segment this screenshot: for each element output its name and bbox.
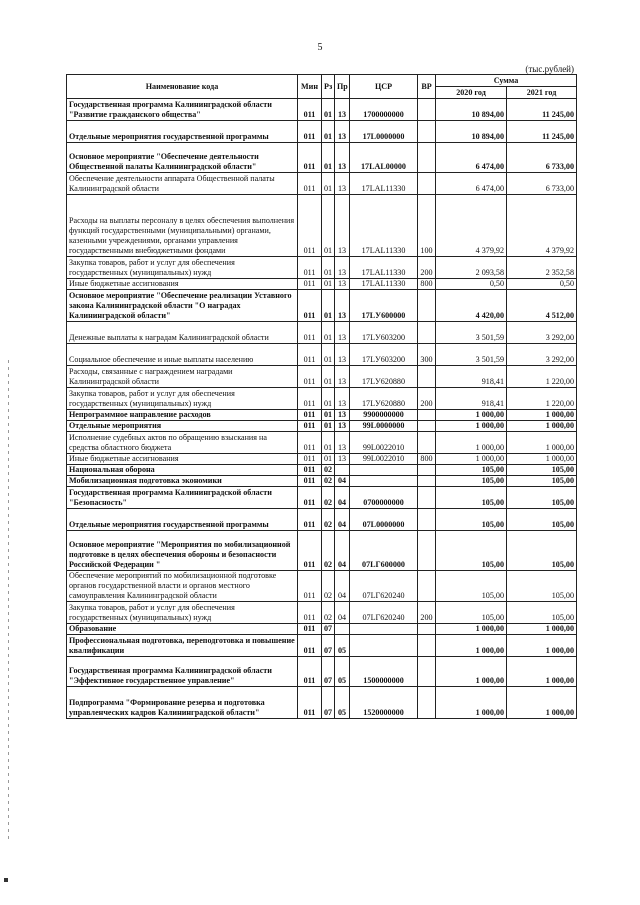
cell-rz: 01 xyxy=(322,143,335,173)
cell-csr: 99L0022010 xyxy=(350,432,418,454)
cell-pr: 04 xyxy=(335,531,350,571)
cell-min: 011 xyxy=(298,195,322,257)
cell-csr: 17L0000000 xyxy=(350,121,418,143)
cell-min: 011 xyxy=(298,531,322,571)
budget-table xyxy=(66,74,577,719)
cell-pr: 13 xyxy=(335,99,350,121)
cell-pr: 13 xyxy=(335,143,350,173)
table-row xyxy=(67,421,577,432)
cell-2021: 1 220,00 xyxy=(507,388,577,410)
cell-2020: 10 894,00 xyxy=(436,121,507,143)
cell-2020: 105,00 xyxy=(436,487,507,509)
cell-2021: 105,00 xyxy=(507,602,577,624)
header-pr: Пр xyxy=(335,75,350,99)
table-row xyxy=(67,143,577,173)
table-row xyxy=(67,344,577,366)
cell-name: Иные бюджетные ассигнования xyxy=(67,454,298,465)
cell-min: 011 xyxy=(298,290,322,322)
cell-pr: 13 xyxy=(335,432,350,454)
table-row xyxy=(67,531,577,571)
table-row xyxy=(67,602,577,624)
cell-pr: 13 xyxy=(335,279,350,290)
cell-min: 011 xyxy=(298,509,322,531)
cell-csr: 1700000000 xyxy=(350,99,418,121)
cell-csr: 99L0000000 xyxy=(350,421,418,432)
cell-min: 011 xyxy=(298,602,322,624)
cell-min: 011 xyxy=(298,121,322,143)
cell-vr xyxy=(418,421,436,432)
cell-2020: 1 000,00 xyxy=(436,410,507,421)
cell-name: Закупка товаров, работ и услуг для обеспечения государственных (муниципальных) нужд xyxy=(67,602,298,624)
cell-csr: 07LГ600000 xyxy=(350,531,418,571)
cell-2021: 1 000,00 xyxy=(507,432,577,454)
cell-pr xyxy=(335,465,350,476)
cell-csr: 9900000000 xyxy=(350,410,418,421)
cell-csr: 17LУ600000 xyxy=(350,290,418,322)
cell-2020: 1 000,00 xyxy=(436,657,507,687)
cell-name: Национальная оборона xyxy=(67,465,298,476)
cell-2021: 3 292,00 xyxy=(507,344,577,366)
cell-name: Непрограммное направление расходов xyxy=(67,410,298,421)
cell-2020: 6 474,00 xyxy=(436,173,507,195)
cell-2021: 1 000,00 xyxy=(507,410,577,421)
cell-rz: 01 xyxy=(322,290,335,322)
table-row xyxy=(67,195,577,257)
cell-csr xyxy=(350,465,418,476)
cell-2021: 1 000,00 xyxy=(507,624,577,635)
cell-rz: 07 xyxy=(322,624,335,635)
cell-2021: 6 733,00 xyxy=(507,143,577,173)
cell-min: 011 xyxy=(298,432,322,454)
cell-csr: 07L0000000 xyxy=(350,509,418,531)
cell-pr: 13 xyxy=(335,195,350,257)
scan-dot xyxy=(4,878,8,882)
table-row xyxy=(67,454,577,465)
cell-pr: 13 xyxy=(335,421,350,432)
cell-rz: 01 xyxy=(322,173,335,195)
table-body xyxy=(67,99,577,719)
cell-rz: 01 xyxy=(322,121,335,143)
cell-pr: 13 xyxy=(335,290,350,322)
cell-pr: 13 xyxy=(335,366,350,388)
cell-2020: 3 501,59 xyxy=(436,322,507,344)
cell-csr xyxy=(350,635,418,657)
cell-2020: 1 000,00 xyxy=(436,687,507,719)
cell-csr: 17LУ620880 xyxy=(350,366,418,388)
cell-2020: 918,41 xyxy=(436,388,507,410)
page-number: 5 xyxy=(317,42,323,53)
cell-vr xyxy=(418,290,436,322)
cell-name: Иные бюджетные ассигнования xyxy=(67,279,298,290)
cell-min: 011 xyxy=(298,279,322,290)
cell-min: 011 xyxy=(298,366,322,388)
cell-min: 011 xyxy=(298,421,322,432)
cell-min: 011 xyxy=(298,657,322,687)
table-row xyxy=(67,410,577,421)
cell-pr: 13 xyxy=(335,388,350,410)
cell-min: 011 xyxy=(298,624,322,635)
cell-vr xyxy=(418,487,436,509)
cell-pr: 13 xyxy=(335,173,350,195)
cell-pr: 13 xyxy=(335,121,350,143)
cell-min: 011 xyxy=(298,476,322,487)
cell-name: Основное мероприятие "Мероприятия по мобилизационной подготовке в целях обеспечения обороны и безопасности Российской Федерации " xyxy=(67,531,298,571)
cell-2020: 105,00 xyxy=(436,465,507,476)
cell-2020: 4 379,92 xyxy=(436,195,507,257)
cell-rz: 07 xyxy=(322,635,335,657)
cell-pr: 04 xyxy=(335,476,350,487)
cell-min: 011 xyxy=(298,687,322,719)
cell-pr: 05 xyxy=(335,635,350,657)
cell-rz: 02 xyxy=(322,465,335,476)
cell-name: Отдельные мероприятия xyxy=(67,421,298,432)
scan-edge-mark xyxy=(8,360,9,840)
cell-rz: 01 xyxy=(322,421,335,432)
cell-2020: 1 000,00 xyxy=(436,624,507,635)
cell-vr: 800 xyxy=(418,279,436,290)
cell-csr: 1520000000 xyxy=(350,687,418,719)
cell-2021: 105,00 xyxy=(507,487,577,509)
cell-rz: 02 xyxy=(322,509,335,531)
cell-2021: 105,00 xyxy=(507,509,577,531)
cell-pr: 05 xyxy=(335,657,350,687)
cell-csr: 17LУ603200 xyxy=(350,322,418,344)
cell-csr: 17LAL11330 xyxy=(350,257,418,279)
cell-min: 011 xyxy=(298,388,322,410)
units-label: (тыс.рублей) xyxy=(525,64,574,74)
cell-rz: 02 xyxy=(322,531,335,571)
table-row xyxy=(67,366,577,388)
header-2020: 2020 год xyxy=(436,87,507,99)
cell-2020: 918,41 xyxy=(436,366,507,388)
cell-rz: 02 xyxy=(322,602,335,624)
cell-2021: 1 000,00 xyxy=(507,657,577,687)
cell-csr xyxy=(350,624,418,635)
cell-csr: 07LГ620240 xyxy=(350,602,418,624)
cell-min: 011 xyxy=(298,571,322,602)
cell-vr xyxy=(418,432,436,454)
cell-vr: 200 xyxy=(418,388,436,410)
cell-csr: 17LAL11330 xyxy=(350,173,418,195)
cell-csr: 17LAL11330 xyxy=(350,195,418,257)
cell-pr: 13 xyxy=(335,322,350,344)
cell-name: Исполнение судебных актов по обращению взыскания на средства областного бюджета xyxy=(67,432,298,454)
cell-rz: 01 xyxy=(322,257,335,279)
cell-pr: 13 xyxy=(335,257,350,279)
cell-csr: 07LГ620240 xyxy=(350,571,418,602)
cell-2020: 105,00 xyxy=(436,531,507,571)
cell-vr xyxy=(418,476,436,487)
cell-2020: 1 000,00 xyxy=(436,635,507,657)
cell-min: 011 xyxy=(298,410,322,421)
cell-name: Основное мероприятие "Обеспечение деятельности Общественной палаты Калининградской области" xyxy=(67,143,298,173)
cell-rz: 01 xyxy=(322,454,335,465)
cell-min: 011 xyxy=(298,322,322,344)
cell-2021: 11 245,00 xyxy=(507,121,577,143)
cell-rz: 01 xyxy=(322,195,335,257)
table-row xyxy=(67,687,577,719)
cell-vr: 200 xyxy=(418,602,436,624)
cell-2021: 3 292,00 xyxy=(507,322,577,344)
cell-rz: 02 xyxy=(322,571,335,602)
cell-2020: 0,50 xyxy=(436,279,507,290)
cell-vr xyxy=(418,410,436,421)
cell-2020: 1 000,00 xyxy=(436,421,507,432)
cell-pr xyxy=(335,624,350,635)
cell-name: Социальное обеспечение и иные выплаты населению xyxy=(67,344,298,366)
cell-name: Государственная программа Калининградской области "Безопасность" xyxy=(67,487,298,509)
cell-vr xyxy=(418,635,436,657)
cell-2020: 105,00 xyxy=(436,509,507,531)
cell-vr: 100 xyxy=(418,195,436,257)
table-row xyxy=(67,257,577,279)
cell-rz: 07 xyxy=(322,657,335,687)
cell-vr xyxy=(418,571,436,602)
cell-name: Отдельные мероприятия государственной программы xyxy=(67,121,298,143)
cell-2021: 6 733,00 xyxy=(507,173,577,195)
cell-2020: 3 501,59 xyxy=(436,344,507,366)
header-min: Мин xyxy=(298,75,322,99)
cell-min: 011 xyxy=(298,99,322,121)
table-row xyxy=(67,476,577,487)
header-csr: ЦСР xyxy=(350,75,418,99)
cell-pr: 04 xyxy=(335,602,350,624)
cell-vr xyxy=(418,322,436,344)
table-row xyxy=(67,290,577,322)
cell-2021: 1 000,00 xyxy=(507,454,577,465)
cell-rz: 01 xyxy=(322,344,335,366)
cell-name: Основное мероприятие "Обеспечение реализации Уставного закона Калининградской области "О наградах Калининградской области" xyxy=(67,290,298,322)
cell-csr: 99L0022010 xyxy=(350,454,418,465)
cell-vr xyxy=(418,465,436,476)
cell-2020: 1 000,00 xyxy=(436,432,507,454)
table-header xyxy=(67,75,577,99)
cell-vr xyxy=(418,657,436,687)
cell-2021: 11 245,00 xyxy=(507,99,577,121)
table-row xyxy=(67,432,577,454)
cell-name: Закупка товаров, работ и услуг для обеспечения государственных (муниципальных) нужд xyxy=(67,388,298,410)
table-row xyxy=(67,487,577,509)
cell-2021: 4 512,00 xyxy=(507,290,577,322)
cell-rz: 07 xyxy=(322,687,335,719)
table-row xyxy=(67,657,577,687)
cell-rz: 01 xyxy=(322,322,335,344)
header-vr: ВР xyxy=(418,75,436,99)
cell-2020: 10 894,00 xyxy=(436,99,507,121)
cell-2020: 105,00 xyxy=(436,602,507,624)
cell-2021: 2 352,58 xyxy=(507,257,577,279)
cell-csr: 17LУ603200 xyxy=(350,344,418,366)
cell-2020: 4 420,00 xyxy=(436,290,507,322)
cell-2021: 4 379,92 xyxy=(507,195,577,257)
cell-name: Обеспечение деятельности аппарата Общественной палаты Калининградской области xyxy=(67,173,298,195)
table-row xyxy=(67,624,577,635)
cell-2020: 105,00 xyxy=(436,476,507,487)
cell-rz: 01 xyxy=(322,388,335,410)
cell-min: 011 xyxy=(298,143,322,173)
table-row xyxy=(67,99,577,121)
cell-vr xyxy=(418,143,436,173)
cell-2020: 1 000,00 xyxy=(436,454,507,465)
table-row xyxy=(67,322,577,344)
cell-name: Расходы на выплаты персоналу в целях обеспечения выполнения функций государственными (муниципальными) органами, казенными учреждениями, органами управления государственными внебюджетными фондами xyxy=(67,195,298,257)
cell-name: Обеспечение мероприятий по мобилизационной подготовке органов государственной власти и органов местного самоуправления Калининградской области xyxy=(67,571,298,602)
cell-2021: 105,00 xyxy=(507,465,577,476)
header-name: Наименование кода xyxy=(67,75,298,99)
cell-pr: 13 xyxy=(335,410,350,421)
table-row xyxy=(67,173,577,195)
cell-csr: 17LAL11330 xyxy=(350,279,418,290)
cell-rz: 01 xyxy=(322,366,335,388)
table-row xyxy=(67,635,577,657)
cell-min: 011 xyxy=(298,257,322,279)
table-row xyxy=(67,571,577,602)
cell-min: 011 xyxy=(298,344,322,366)
cell-csr: 0700000000 xyxy=(350,487,418,509)
cell-rz: 01 xyxy=(322,279,335,290)
cell-name: Расходы, связанные с награждением наградами Калининградской области xyxy=(67,366,298,388)
cell-2021: 1 000,00 xyxy=(507,635,577,657)
cell-2021: 1 000,00 xyxy=(507,421,577,432)
cell-min: 011 xyxy=(298,173,322,195)
cell-vr xyxy=(418,509,436,531)
cell-vr: 300 xyxy=(418,344,436,366)
cell-csr: 17LУ620880 xyxy=(350,388,418,410)
cell-vr xyxy=(418,687,436,719)
header-rz: Рз xyxy=(322,75,335,99)
cell-pr: 13 xyxy=(335,454,350,465)
table-row xyxy=(67,465,577,476)
cell-csr xyxy=(350,476,418,487)
cell-pr: 04 xyxy=(335,509,350,531)
cell-name: Мобилизационная подготовка экономики xyxy=(67,476,298,487)
table-row xyxy=(67,279,577,290)
cell-min: 011 xyxy=(298,635,322,657)
cell-name: Отдельные мероприятия государственной программы xyxy=(67,509,298,531)
cell-rz: 01 xyxy=(322,99,335,121)
cell-vr xyxy=(418,624,436,635)
cell-min: 011 xyxy=(298,465,322,476)
cell-rz: 02 xyxy=(322,476,335,487)
cell-2021: 105,00 xyxy=(507,571,577,602)
cell-name: Государственная программа Калининградской области "Эффективное государственное управление" xyxy=(67,657,298,687)
cell-2021: 1 220,00 xyxy=(507,366,577,388)
cell-csr: 17LAL00000 xyxy=(350,143,418,173)
cell-2021: 1 000,00 xyxy=(507,687,577,719)
cell-min: 011 xyxy=(298,454,322,465)
cell-name: Профессиональная подготовка, переподготовка и повышение квалификации xyxy=(67,635,298,657)
cell-2021: 0,50 xyxy=(507,279,577,290)
cell-rz: 02 xyxy=(322,487,335,509)
cell-vr xyxy=(418,99,436,121)
cell-name: Закупка товаров, работ и услуг для обеспечения государственных (муниципальных) нужд xyxy=(67,257,298,279)
cell-2020: 2 093,58 xyxy=(436,257,507,279)
cell-name: Государственная программа Калининградской области "Развитие гражданского общества" xyxy=(67,99,298,121)
cell-vr: 800 xyxy=(418,454,436,465)
header-2021: 2021 год xyxy=(507,87,577,99)
table-row xyxy=(67,509,577,531)
cell-2020: 105,00 xyxy=(436,571,507,602)
cell-2021: 105,00 xyxy=(507,476,577,487)
cell-pr: 13 xyxy=(335,344,350,366)
cell-rz: 01 xyxy=(322,432,335,454)
table-row xyxy=(67,388,577,410)
table-row xyxy=(67,121,577,143)
cell-rz: 01 xyxy=(322,410,335,421)
cell-vr xyxy=(418,531,436,571)
cell-name: Образование xyxy=(67,624,298,635)
cell-pr: 05 xyxy=(335,687,350,719)
cell-name: Денежные выплаты к наградам Калининградской области xyxy=(67,322,298,344)
cell-vr: 200 xyxy=(418,257,436,279)
cell-pr: 04 xyxy=(335,571,350,602)
cell-2021: 105,00 xyxy=(507,531,577,571)
cell-pr: 04 xyxy=(335,487,350,509)
cell-2020: 6 474,00 xyxy=(436,143,507,173)
cell-vr xyxy=(418,366,436,388)
header-sum: Сумма xyxy=(436,75,577,87)
cell-vr xyxy=(418,173,436,195)
cell-csr: 1500000000 xyxy=(350,657,418,687)
cell-vr xyxy=(418,121,436,143)
cell-name: Подпрограмма "Формирование резерва и подготовка управленческих кадров Калининградской области" xyxy=(67,687,298,719)
cell-min: 011 xyxy=(298,487,322,509)
